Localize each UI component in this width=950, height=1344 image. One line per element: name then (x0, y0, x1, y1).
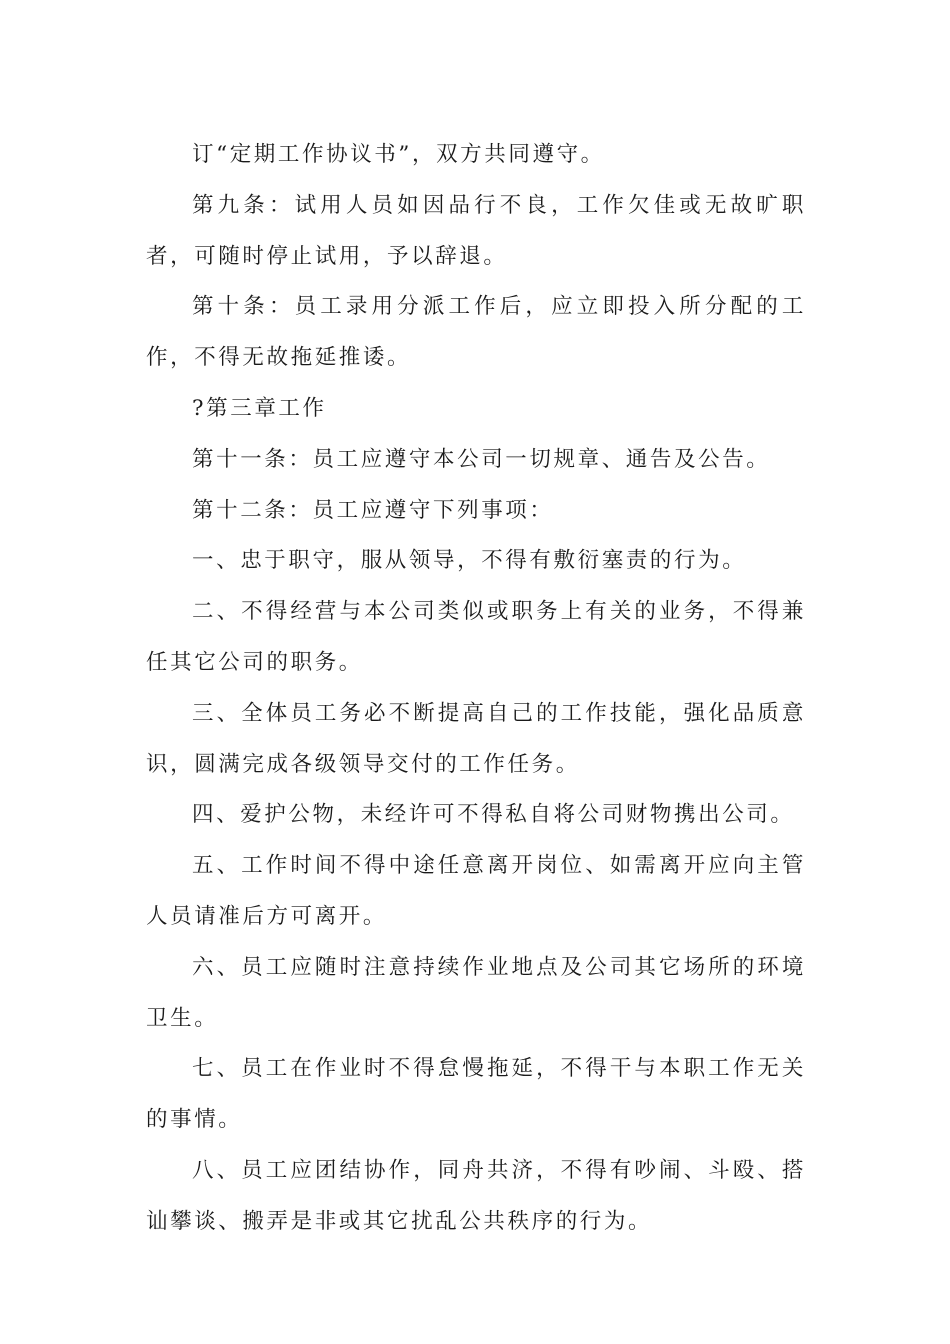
list-item-7: 七、员工在作业时不得怠慢拖延，不得干与本职工作无关的事情。 (146, 1056, 806, 1133)
list-item-2: 二、不得经营与本公司类似或职务上有关的业务，不得兼任其它公司的职务。 (146, 599, 806, 675)
list-item-1: 一、忠于职守，服从领导，不得有敷衍塞责的行为。 (192, 548, 747, 574)
paragraph-article-9: 第九条：试用人员如因品行不良，工作欠佳或无故旷职者，可随时停止试用，予以辞退。 (146, 192, 806, 269)
list-item-8: 八、员工应团结协作，同舟共济，不得有吵闹、斗殴、搭讪攀谈、搬弄是非或其它扰乱公共秩序的行为。 (146, 1157, 806, 1234)
list-item-6: 六、员工应随时注意持续作业地点及公司其它场所的环境卫生。 (146, 954, 806, 1031)
paragraph-article-10: 第十条：员工录用分派工作后，应立即投入所分配的工作，不得无故拖延推诿。 (146, 294, 806, 371)
list-item-5: 五、工作时间不得中途任意离开岗位、如需离开应向主管人员请准后方可离开。 (146, 853, 806, 929)
chapter-heading: ?第三章工作 (192, 395, 327, 421)
document-page (146, 130, 806, 1248)
paragraph-contract-clause: 订“定期工作协议书”，双方共同遵守。 (192, 142, 605, 167)
paragraph-article-11: 第十一条：员工应遵守本公司一切规章、通告及公告。 (192, 446, 771, 472)
paragraph-article-12: 第十二条：员工应遵守下列事项： (192, 497, 554, 523)
list-item-3: 三、全体员工务必不断提高自己的工作技能，强化品质意识，圆满完成各级领导交付的工作任务。 (146, 700, 806, 777)
list-item-4: 四、爱护公物，未经许可不得私自将公司财物携出公司。 (192, 802, 795, 828)
